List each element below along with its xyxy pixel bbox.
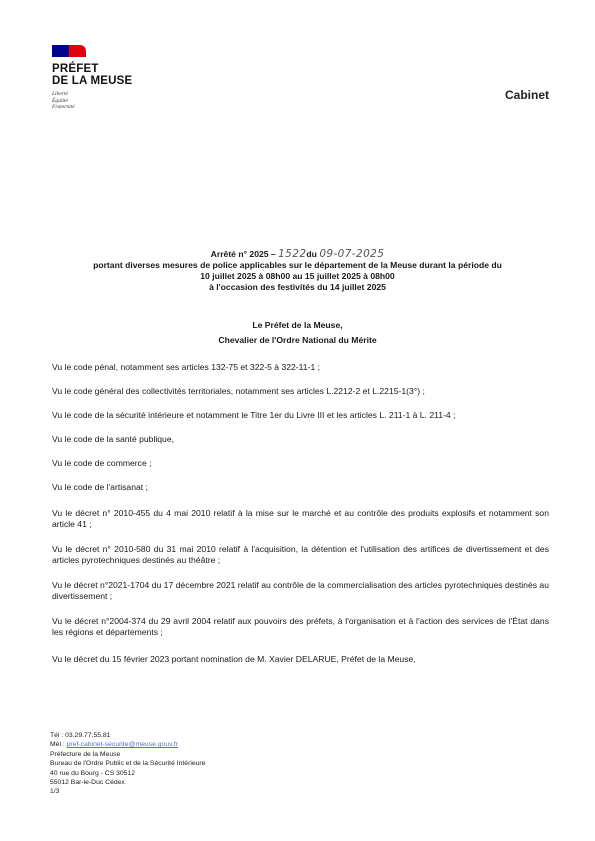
footer-address: 40 rue du Bourg - CS 30512: [50, 769, 136, 777]
considerant-item: Vu le décret du 15 février 2023 portant nomination de M. Xavier DELARUE, Préfet de la Meuse,: [52, 654, 416, 664]
footer-email: Mél : pref-cabinet-securite@meuse.gouv.fr: [50, 741, 179, 749]
arrete-date-handwritten: 09-07-2025: [319, 248, 385, 260]
considerant-item: Vu le décret n°2004-374 du 29 avril 2004 relatif aux pouvoirs des préfets, à l'organisation et à l'action des services de l'État dans les régions et départements ;: [52, 616, 549, 637]
considerant-item: Vu le code de la santé publique,: [52, 434, 174, 444]
arrete-subject: portant diverses mesures de police applicables sur le département de la Meuse durant la période du: [93, 260, 502, 270]
considerant-item: Vu le décret n° 2010-580 du 31 mai 2010 relatif à l'acquisition, la détention et l'utilisation des artifices de divertissement et des articles pyrotechniques destinés au théâtre ;: [52, 544, 549, 565]
footer-phone: Tél : 03.29.77.55.81: [50, 732, 111, 739]
email-link[interactable]: pref-cabinet-securite@meuse.gouv.fr: [66, 741, 179, 749]
footer-city: 55012 Bar-le-Duc Cédex: [50, 779, 125, 787]
prefet-name: PRÉFET DE LA MEUSE: [52, 63, 133, 87]
arrete-occasion: à l'occasion des festivités du 14 juillet 2025: [209, 282, 386, 292]
prefecture-logo: [52, 45, 132, 111]
considerant-item: Vu le code de l'artisanat ;: [52, 482, 148, 492]
arrete-title: [0, 249, 595, 293]
considerant-item: Vu le code pénal, notamment ses articles 132-75 et 322-5 à 322-11-1 ;: [52, 362, 321, 372]
considerant-item: Vu le code de la sécurité intérieure et notamment le Titre 1er du Livre III et les articles L. 211-1 à L. 211-4 ;: [52, 410, 456, 420]
considerant-item: Vu le décret n° 2010-455 du 4 mai 2010 relatif à la mise sur le marché et au contrôle des produits explosifs et notamment son article 41 ;: [52, 508, 549, 529]
arrete-period: 10 juillet 2025 à 08h00 au 15 juillet 2025 à 08h00: [200, 271, 395, 281]
marianne-flag-icon: [52, 45, 86, 57]
page-number: 1/3: [50, 788, 60, 796]
considerant-item: Vu le décret n°2021-1704 du 17 décembre 2021 relatif au contrôle de la commercialisation des articles pyrotechniques destinés au divertissement ;: [52, 580, 549, 601]
arrete-number-line: Arrêté n° 2025 – 1522du 09-07-2025: [210, 248, 385, 260]
footer-bureau: Bureau de l'Ordre Public et de la Sécurité Intérieure: [50, 760, 206, 768]
arrete-number-handwritten: 1522: [278, 248, 307, 260]
footer-organisation: Préfecture de la Meuse: [50, 750, 121, 758]
considerant-item: Vu le code général des collectivités territoriales, notamment ses articles L.2212-2 et L.2215-1(3°) ;: [52, 386, 425, 396]
republic-motto: Liberté Égalité Fraternité: [52, 91, 75, 110]
considerant-item: Vu le code de commerce ;: [52, 458, 152, 468]
service-name: Cabinet: [504, 88, 549, 102]
contact-footer: [50, 731, 205, 797]
signatory-block: Le Préfet de la Meuse, Chevalier de l'Ordre National du Mérite: [218, 320, 377, 345]
